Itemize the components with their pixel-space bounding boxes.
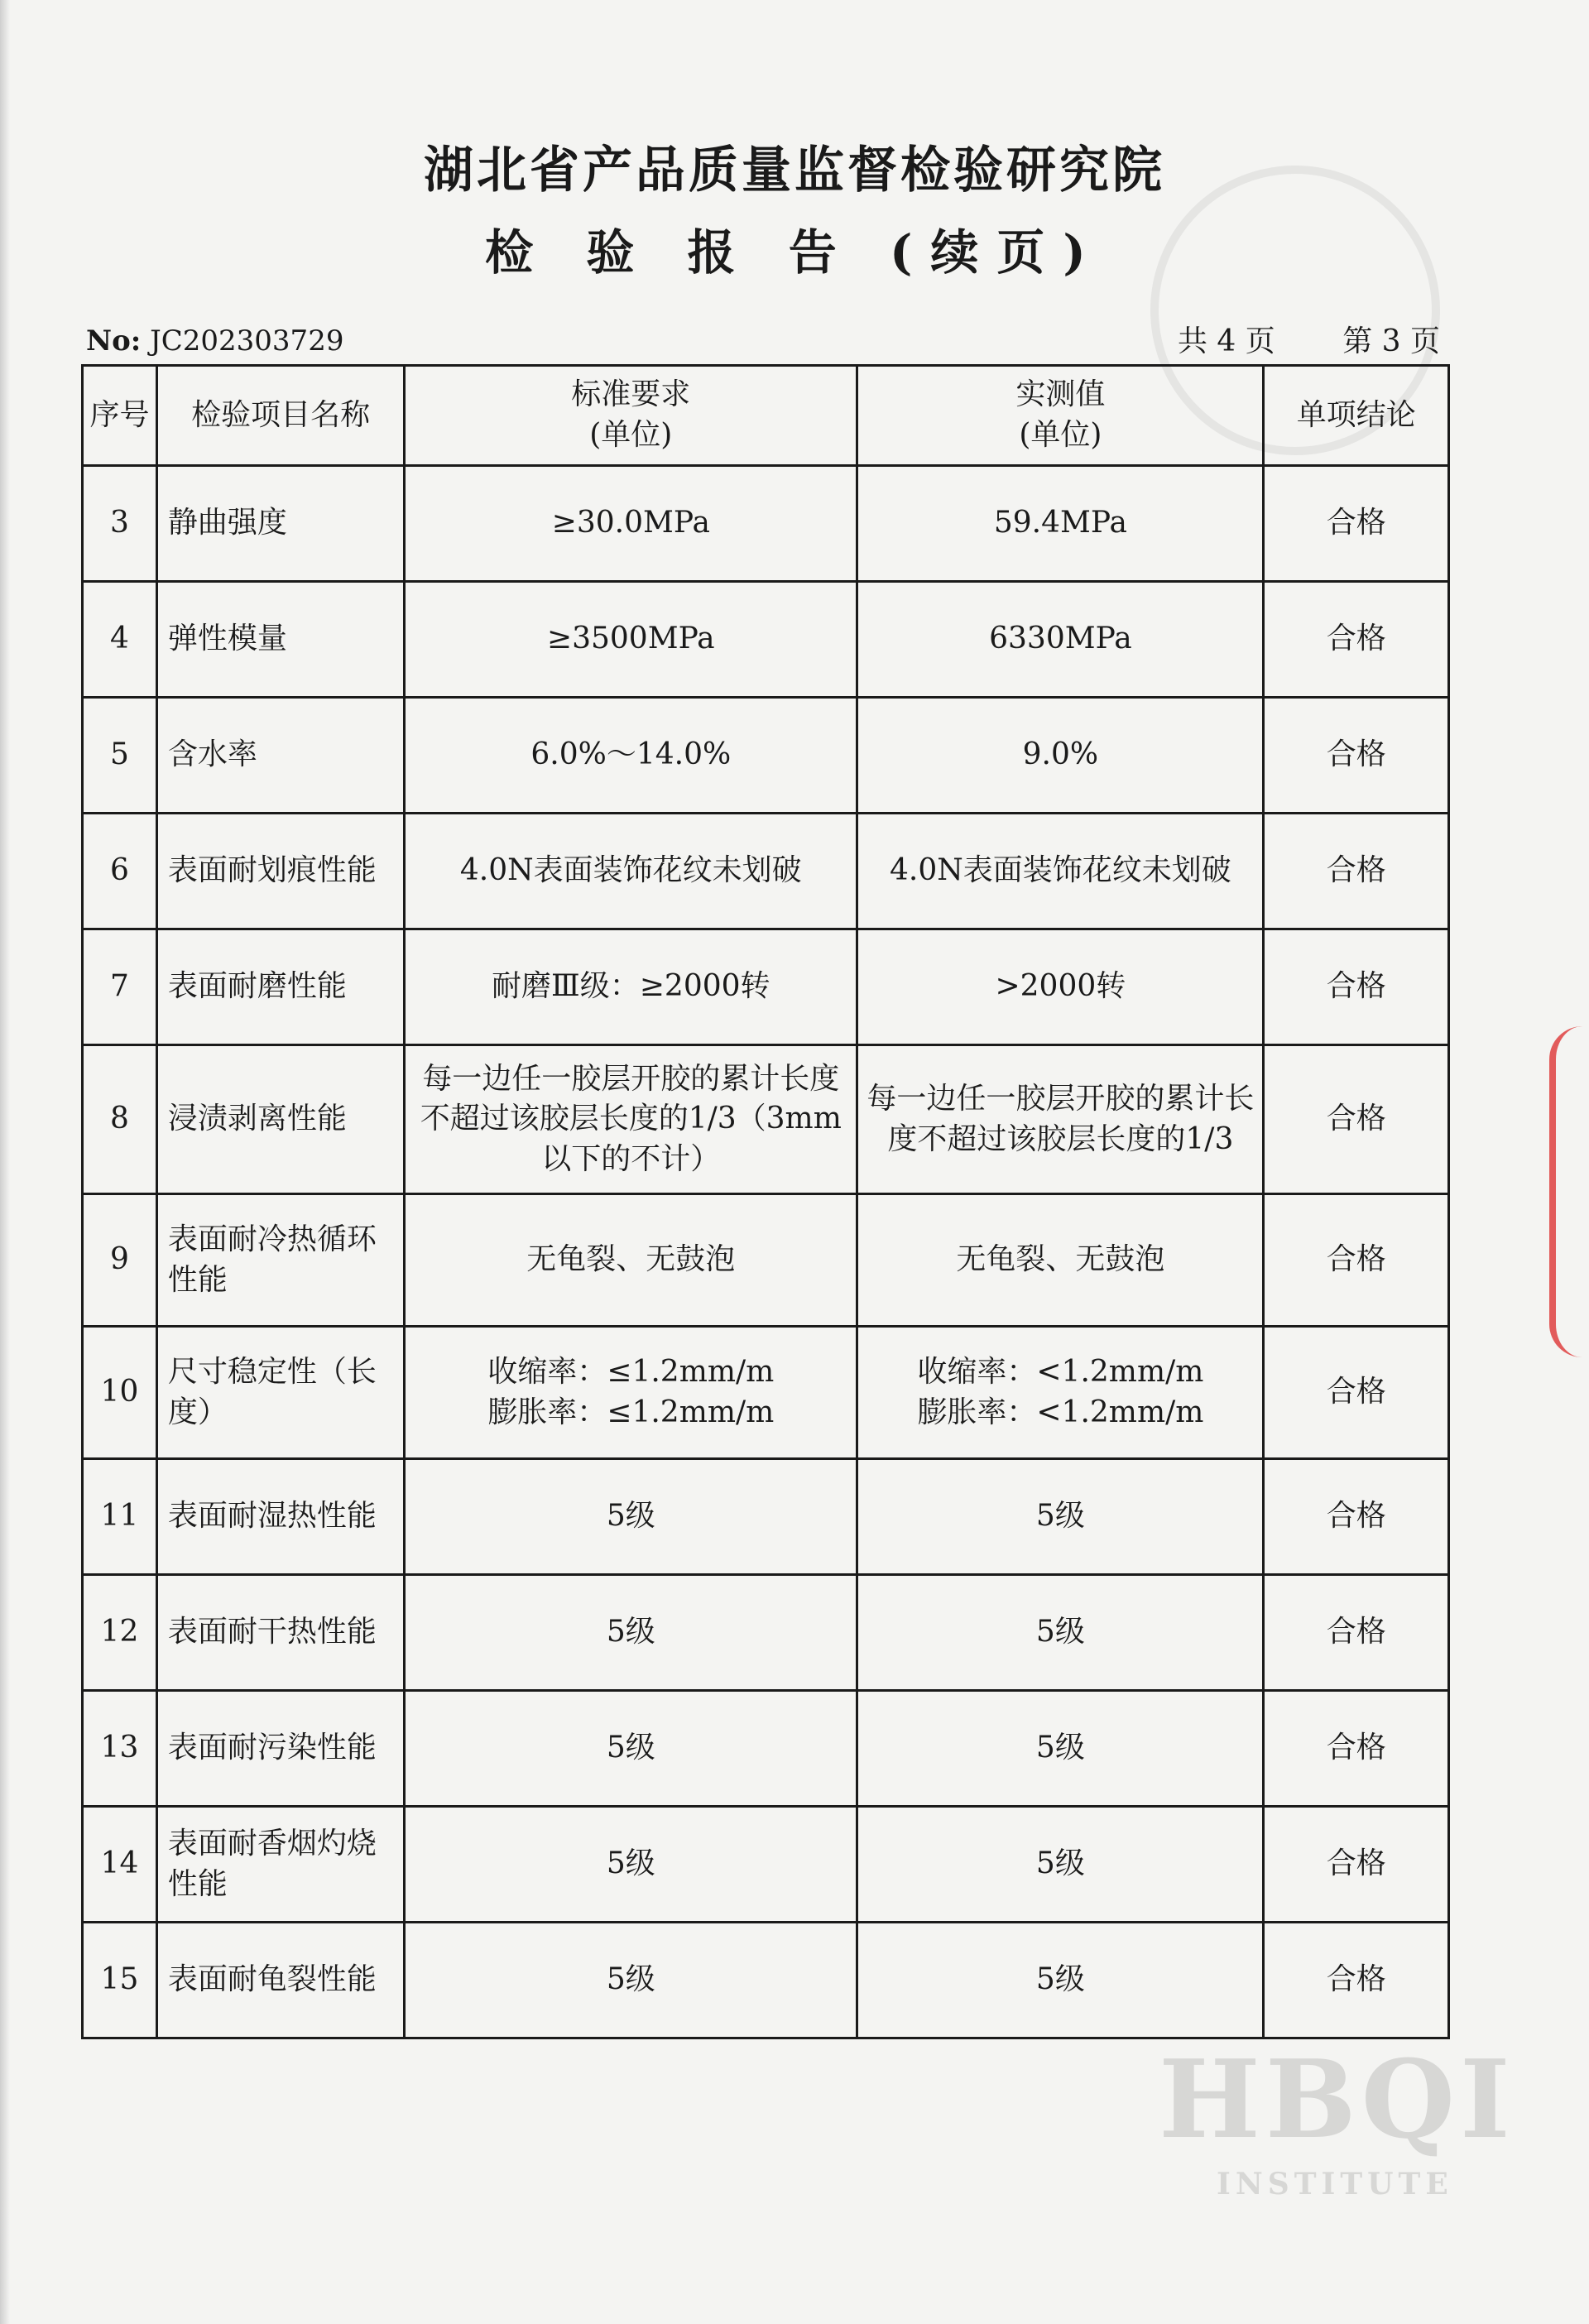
cell-standard: 4.0N表面装饰花纹未划破 — [405, 814, 857, 929]
table-row — [83, 1923, 1449, 2038]
red-stamp-edge — [1549, 1026, 1589, 1357]
page-edge-shadow — [0, 0, 10, 2324]
table-row — [83, 466, 1449, 582]
col-seq: 序号 — [83, 366, 157, 466]
cell-standard: 5级 — [405, 1923, 857, 2038]
col-measured-label: 实测值 — [1015, 377, 1106, 412]
cell-standard: 6.0%～14.0% — [405, 698, 857, 814]
cell-seq: 15 — [83, 1923, 157, 2038]
cell-seq: 10 — [83, 1327, 157, 1459]
cell-conclusion: 合格 — [1264, 466, 1449, 582]
report-number — [86, 324, 343, 358]
cell-seq: 5 — [83, 698, 157, 814]
cell-measured — [857, 1327, 1264, 1459]
table-row — [83, 582, 1449, 698]
col-conclusion: 单项结论 — [1264, 366, 1449, 466]
cell-measured-shrink: 收缩率：<1.2mm/m — [917, 1354, 1204, 1389]
cell-measured: 5级 — [857, 1691, 1264, 1807]
cell-seq: 9 — [83, 1194, 157, 1327]
cell-item: 弹性模量 — [156, 582, 404, 698]
cell-measured: 9.0% — [857, 698, 1264, 814]
cell-measured: 每一边任一胶层开胶的累计长度不超过该胶层长度的1/3 — [857, 1045, 1264, 1194]
cell-item: 表面耐污染性能 — [156, 1691, 404, 1807]
table-row — [83, 1459, 1449, 1575]
cell-seq: 4 — [83, 582, 157, 698]
cell-standard: 无龟裂、无鼓泡 — [405, 1194, 857, 1327]
cell-item: 浸渍剥离性能 — [156, 1045, 404, 1194]
total-pages: 共 4 页 — [1177, 324, 1275, 358]
col-measured-unit: (单位) — [1019, 418, 1102, 452]
cell-item: 表面耐磨性能 — [156, 929, 404, 1045]
cell-item: 表面耐干热性能 — [156, 1575, 404, 1691]
cell-conclusion: 合格 — [1264, 1194, 1449, 1327]
cell-measured: 5级 — [857, 1807, 1264, 1923]
table-row — [83, 1327, 1449, 1459]
cell-measured: 5级 — [857, 1459, 1264, 1575]
cell-item: 静曲强度 — [156, 466, 404, 582]
cell-measured: 5级 — [857, 1923, 1264, 2038]
cell-item: 表面耐湿热性能 — [156, 1459, 404, 1575]
current-page: 第 3 页 — [1342, 324, 1440, 358]
cell-measured: 无龟裂、无鼓泡 — [857, 1194, 1264, 1327]
cell-standard: 耐磨Ⅲ级：≥2000转 — [405, 929, 857, 1045]
cell-item: 表面耐划痕性能 — [156, 814, 404, 929]
cell-item: 表面耐冷热循环性能 — [156, 1194, 404, 1327]
col-measured — [857, 366, 1264, 466]
cell-conclusion: 合格 — [1264, 698, 1449, 814]
cell-standard: 5级 — [405, 1575, 857, 1691]
cell-standard-expand: 膨胀率：≤1.2mm/m — [487, 1395, 775, 1429]
cell-seq: 14 — [83, 1807, 157, 1923]
table-row — [83, 929, 1449, 1045]
cell-seq: 13 — [83, 1691, 157, 1807]
cell-measured: >2000转 — [857, 929, 1264, 1045]
inspection-table — [81, 364, 1450, 2039]
cell-standard: 5级 — [405, 1459, 857, 1575]
cell-conclusion: 合格 — [1264, 1807, 1449, 1923]
cell-seq: 7 — [83, 929, 157, 1045]
institute-title: 湖北省产品质量监督检验研究院 — [424, 142, 1165, 199]
col-item: 检验项目名称 — [156, 366, 404, 466]
cell-conclusion: 合格 — [1264, 1327, 1449, 1459]
cell-measured: 6330MPa — [857, 582, 1264, 698]
cell-measured: 5级 — [857, 1575, 1264, 1691]
cell-conclusion: 合格 — [1264, 1045, 1449, 1194]
cell-conclusion: 合格 — [1264, 1459, 1449, 1575]
report-number-value: JC202303729 — [150, 324, 344, 358]
hbqi-logo-watermark: HBQI — [1159, 2036, 1515, 2163]
cell-standard-shrink: 收缩率：≤1.2mm/m — [487, 1354, 775, 1389]
cell-measured-expand: 膨胀率：<1.2mm/m — [917, 1395, 1204, 1429]
cell-standard: 5级 — [405, 1807, 857, 1923]
cell-standard: 每一边任一胶层开胶的累计长度不超过该胶层长度的1/3（3mm以下的不计） — [405, 1045, 857, 1194]
table-row — [83, 814, 1449, 929]
cell-item: 表面耐香烟灼烧性能 — [156, 1807, 404, 1923]
cell-seq: 12 — [83, 1575, 157, 1691]
cell-standard — [405, 1327, 857, 1459]
cell-seq: 8 — [83, 1045, 157, 1194]
table-row — [83, 1045, 1449, 1194]
cell-measured: 4.0N表面装饰花纹未划破 — [857, 814, 1264, 929]
cell-conclusion: 合格 — [1264, 1923, 1449, 2038]
cell-seq: 6 — [83, 814, 157, 929]
cell-item: 表面耐龟裂性能 — [156, 1923, 404, 2038]
cell-conclusion: 合格 — [1264, 1691, 1449, 1807]
cell-conclusion: 合格 — [1264, 1575, 1449, 1691]
col-standard — [405, 366, 857, 466]
table-row — [83, 1691, 1449, 1807]
report-number-label: No: — [86, 324, 142, 358]
cell-conclusion: 合格 — [1264, 929, 1449, 1045]
cell-seq: 11 — [83, 1459, 157, 1575]
table-row — [83, 1575, 1449, 1691]
cell-standard: 5级 — [405, 1691, 857, 1807]
cell-conclusion: 合格 — [1264, 582, 1449, 698]
cell-measured: 59.4MPa — [857, 466, 1264, 582]
cell-standard: ≥3500MPa — [405, 582, 857, 698]
cell-seq: 3 — [83, 466, 157, 582]
cell-standard: ≥30.0MPa — [405, 466, 857, 582]
page-indicator — [1178, 318, 1440, 360]
col-standard-label: 标准要求 — [571, 377, 691, 412]
cell-conclusion: 合格 — [1264, 814, 1449, 929]
institute-watermark: INSTITUTE — [1217, 2167, 1453, 2202]
report-title: 检 验 报 告 (续页) — [485, 224, 1104, 281]
table-row — [83, 1807, 1449, 1923]
table-header-row — [83, 366, 1449, 466]
table-row — [83, 1194, 1449, 1327]
col-standard-unit: (单位) — [589, 418, 673, 452]
cell-item: 含水率 — [156, 698, 404, 814]
table-row — [83, 698, 1449, 814]
cell-item: 尺寸稳定性（长度） — [156, 1327, 404, 1459]
